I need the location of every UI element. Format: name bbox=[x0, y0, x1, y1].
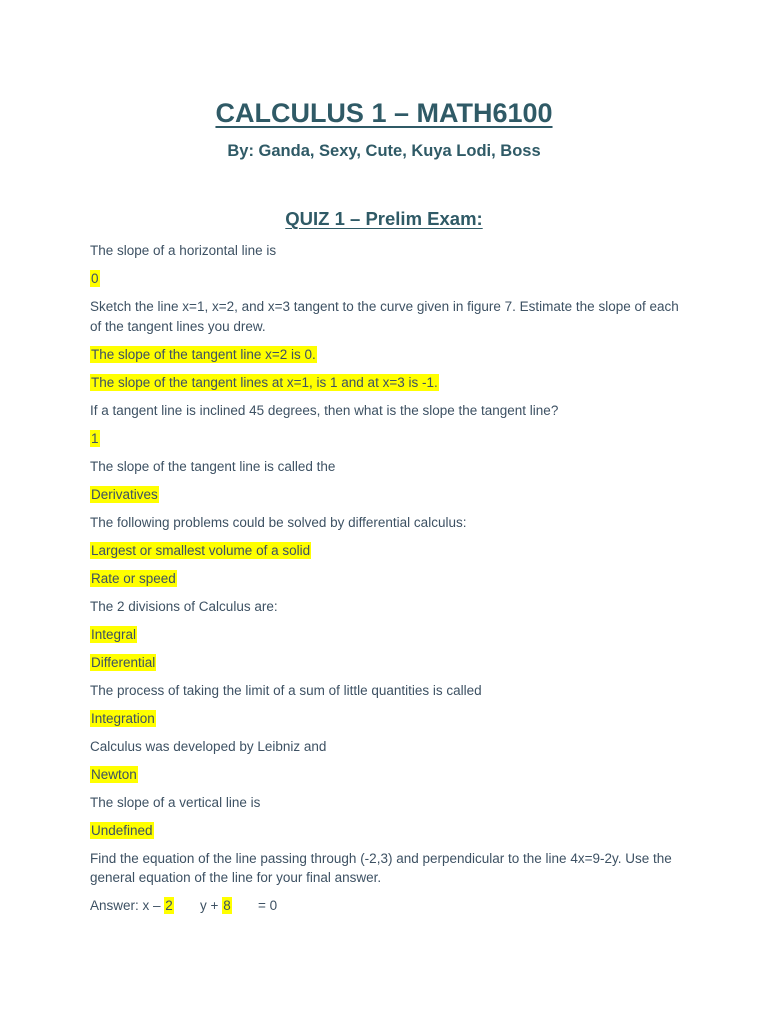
question-text: Find the equation of the line passing through (-2,3) and perpendicular to the line 4x=9-2y. Use the general equation of the line for your final answer. bbox=[90, 850, 672, 885]
final-answer bbox=[90, 896, 690, 916]
question-line bbox=[90, 681, 690, 701]
answer-x-coefficient: 2 bbox=[165, 898, 173, 913]
answer-text: 0 bbox=[91, 271, 99, 286]
question-text: Sketch the line x=1, x=2, and x=3 tangent to the curve given in figure 7. Estimate the slope of each of the tangent lines you drew. bbox=[90, 299, 679, 334]
answer-line bbox=[90, 345, 690, 365]
question-text: If a tangent line is inclined 45 degrees, then what is the slope the tangent line? bbox=[90, 402, 559, 418]
answer-line bbox=[90, 709, 690, 729]
answer-line bbox=[90, 373, 690, 393]
answer-text: The slope of the tangent lines at x=1, is 1 and at x=3 is -1. bbox=[91, 374, 438, 390]
question-text: The process of taking the limit of a sum of little quantities is called bbox=[90, 682, 482, 698]
answer-text: Undefined bbox=[91, 822, 153, 838]
answer-prefix: Answer: x – bbox=[90, 898, 165, 913]
question-text: The slope of a vertical line is bbox=[90, 794, 261, 810]
answer-line bbox=[90, 429, 690, 449]
question-text: The following problems could be solved by differential calculus: bbox=[90, 514, 467, 530]
document-authors: By: Ganda, Sexy, Cute, Kuya Lodi, Boss bbox=[227, 142, 541, 160]
question-text: The slope of the tangent line is called the bbox=[90, 458, 336, 474]
quiz-items bbox=[90, 241, 690, 888]
quiz-title: QUIZ 1 – Prelim Exam: bbox=[285, 208, 483, 229]
question-line bbox=[90, 849, 690, 888]
question-line bbox=[90, 737, 690, 757]
question-line bbox=[90, 457, 690, 477]
answer-text: Differential bbox=[91, 654, 156, 670]
answer-text: Rate or speed bbox=[91, 570, 176, 586]
answer-line bbox=[90, 541, 690, 561]
question-text: The slope of a horizontal line is bbox=[90, 243, 277, 258]
answer-line bbox=[90, 269, 690, 289]
answer-text: Newton bbox=[91, 766, 137, 782]
question-text: The 2 divisions of Calculus are: bbox=[90, 598, 278, 614]
question-line bbox=[90, 793, 690, 813]
question-line bbox=[90, 597, 690, 617]
quiz-body bbox=[90, 241, 690, 916]
answer-middle: y + bbox=[173, 898, 223, 913]
answer-text: Integration bbox=[91, 710, 155, 726]
answer-line bbox=[90, 625, 690, 645]
question-text: Calculus was developed by Leibniz and bbox=[90, 738, 327, 754]
question-line bbox=[90, 241, 690, 261]
answer-line bbox=[90, 569, 690, 589]
answer-suffix: = 0 bbox=[231, 898, 278, 913]
answer-text: The slope of the tangent line x=2 is 0. bbox=[91, 346, 316, 362]
answer-line bbox=[90, 765, 690, 785]
answer-line bbox=[90, 821, 690, 841]
answer-text: Derivatives bbox=[91, 486, 158, 502]
answer-text: 1 bbox=[91, 430, 99, 446]
answer-line bbox=[90, 485, 690, 505]
question-line bbox=[90, 401, 690, 421]
question-line bbox=[90, 297, 690, 336]
answer-constant: 8 bbox=[223, 898, 231, 913]
answer-line bbox=[90, 653, 690, 673]
question-line bbox=[90, 513, 690, 533]
answer-text: Integral bbox=[91, 626, 137, 642]
document-title: CALCULUS 1 – MATH6100 bbox=[215, 98, 553, 128]
answer-text: Largest or smallest volume of a solid bbox=[91, 542, 311, 558]
